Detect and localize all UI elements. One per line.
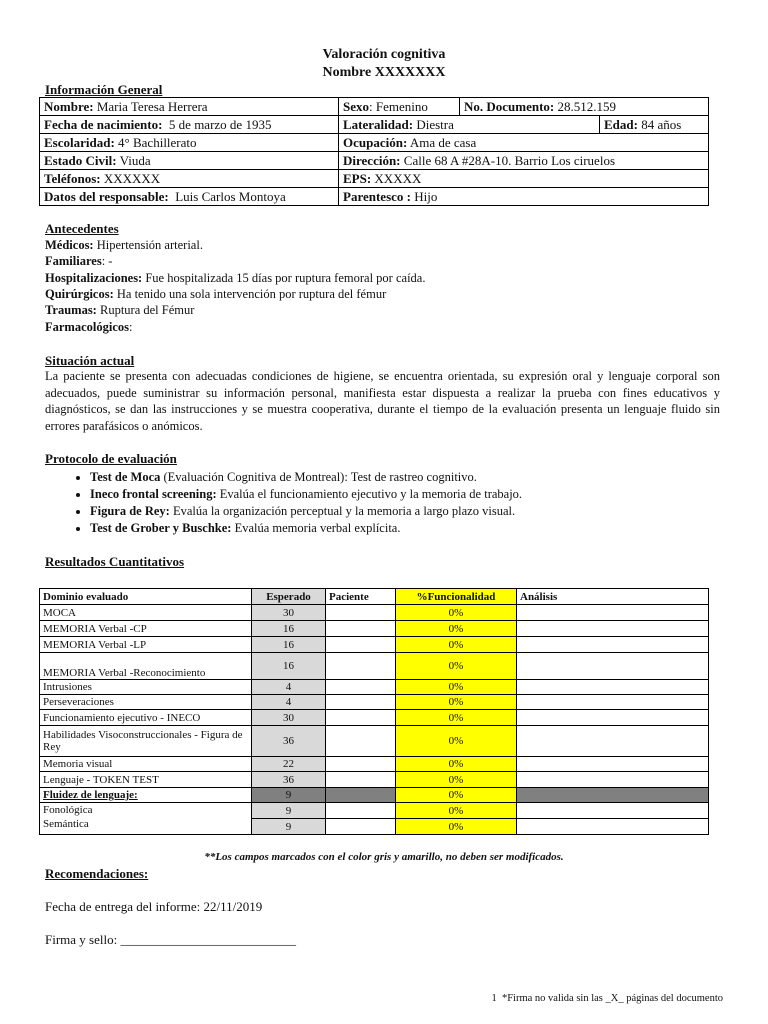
situacion-text: La paciente se presenta con adecuadas condiciones de higiene, se encuentra orientada, su expresión oral y lenguaje corporal son adecuados, puede suministrar su información personal, manifiesta estar dispuesta a realizar la prueba con fines educativos y diagnósticos, se dan las instrucciones y se muestra cooperativa, durante el tiempo de la evaluación presenta un lenguaje fluido sin errores parafásicos o anómicos. bbox=[45, 369, 720, 433]
esperado-cell: 16 bbox=[252, 653, 326, 680]
funcionalidad-cell: 0% bbox=[396, 680, 517, 695]
domain-cell: Funcionamiento ejecutivo - INECO bbox=[40, 710, 252, 726]
antecedentes-title: Antecedentes bbox=[45, 221, 119, 236]
domain-cell: Fonológica Semántica bbox=[40, 803, 252, 835]
funcionalidad-cell: 0% bbox=[396, 621, 517, 637]
paciente-cell[interactable] bbox=[326, 803, 396, 819]
protocolo-item: • Ineco frontal screening: Evalúa el funcionamiento ejecutivo y la memoria de trabajo. bbox=[90, 486, 522, 503]
funcionalidad-cell: 0% bbox=[396, 653, 517, 680]
info-cell: Ocupación: Ama de casa bbox=[339, 134, 709, 152]
table-row bbox=[40, 637, 709, 653]
analisis-cell[interactable] bbox=[517, 653, 709, 680]
esperado-cell: 36 bbox=[252, 772, 326, 788]
table-row bbox=[40, 710, 709, 726]
esperado-cell: 9 bbox=[252, 819, 326, 835]
resultados-title: Resultados Cuantitativos bbox=[45, 554, 185, 569]
info-row bbox=[40, 134, 709, 152]
info-cell: No. Documento: 28.512.159 bbox=[460, 98, 709, 116]
table-row bbox=[40, 653, 709, 680]
paciente-cell[interactable] bbox=[326, 680, 396, 695]
esperado-cell: 30 bbox=[252, 710, 326, 726]
header-esperado: Esperado bbox=[252, 589, 326, 605]
page-footer bbox=[491, 993, 723, 1004]
domain-cell: MEMORIA Verbal -Reconocimiento bbox=[40, 653, 252, 680]
protocolo-title: Protocolo de evaluación bbox=[45, 451, 177, 466]
info-cell: Dirección: Calle 68 A #28A-10. Barrio Los ciruelos bbox=[339, 152, 709, 170]
info-cell: Edad: 84 años bbox=[600, 116, 709, 134]
results-table bbox=[39, 588, 709, 835]
info-cell: Estado Civil: Viuda bbox=[40, 152, 339, 170]
funcionalidad-cell: 0% bbox=[396, 819, 517, 835]
esperado-cell: 30 bbox=[252, 605, 326, 621]
antecedente-hospitalizaciones: Hospitalizaciones: Fue hospitalizada 15 días por ruptura femoral por caída. bbox=[45, 271, 426, 285]
domain-cell: Lenguaje - TOKEN TEST bbox=[40, 772, 252, 788]
antecedente-farmacologicos: Farmacológicos: bbox=[45, 320, 133, 334]
domain-cell: MEMORIA Verbal -CP bbox=[40, 621, 252, 637]
protocolo-list bbox=[45, 469, 522, 537]
table-row bbox=[40, 803, 709, 819]
funcionalidad-cell: 0% bbox=[396, 710, 517, 726]
esperado-cell: 16 bbox=[252, 621, 326, 637]
header-paciente: Paciente bbox=[326, 589, 396, 605]
info-section-title: Información General bbox=[45, 82, 163, 97]
paciente-cell[interactable] bbox=[326, 757, 396, 772]
document-title: Valoración cognitiva bbox=[322, 47, 446, 62]
info-cell: EPS: XXXXX bbox=[339, 170, 709, 188]
funcionalidad-cell: 0% bbox=[396, 695, 517, 710]
analisis-cell[interactable] bbox=[517, 605, 709, 621]
protocolo-item: • Test de Moca (Evaluación Cognitiva de Montreal): Test de rastreo cognitivo. bbox=[90, 469, 522, 486]
esperado-cell: 4 bbox=[252, 680, 326, 695]
info-cell: Datos del responsable: Luis Carlos Montoya bbox=[40, 188, 339, 206]
esperado-cell: 9 bbox=[252, 803, 326, 819]
info-row bbox=[40, 170, 709, 188]
domain-cell: Perseveraciones bbox=[40, 695, 252, 710]
paciente-cell[interactable] bbox=[326, 621, 396, 637]
analisis-cell[interactable] bbox=[517, 637, 709, 653]
header-funcionalidad: %Funcionalidad bbox=[396, 589, 517, 605]
analisis-cell[interactable] bbox=[517, 819, 709, 835]
table-row bbox=[40, 621, 709, 637]
paciente-cell bbox=[326, 788, 396, 803]
analisis-cell[interactable] bbox=[517, 803, 709, 819]
info-row bbox=[40, 98, 709, 116]
esperado-cell: 22 bbox=[252, 757, 326, 772]
analisis-cell[interactable] bbox=[517, 621, 709, 637]
analisis-cell[interactable] bbox=[517, 695, 709, 710]
funcionalidad-cell: 0% bbox=[396, 757, 517, 772]
analisis-cell[interactable] bbox=[517, 772, 709, 788]
table-row bbox=[40, 680, 709, 695]
table-row bbox=[40, 757, 709, 772]
domain-cell: MOCA bbox=[40, 605, 252, 621]
funcionalidad-cell: 0% bbox=[396, 772, 517, 788]
esperado-cell: 9 bbox=[252, 788, 326, 803]
paciente-cell[interactable] bbox=[326, 695, 396, 710]
firma-sello: Firma y sello: ___________________________ bbox=[45, 932, 296, 947]
info-row bbox=[40, 152, 709, 170]
esperado-cell: 4 bbox=[252, 695, 326, 710]
page-number: 1 bbox=[491, 993, 497, 1004]
esperado-cell: 16 bbox=[252, 637, 326, 653]
antecedente-quirurgicos: Quirúrgicos: Ha tenido una sola intervención por ruptura del fémur bbox=[45, 287, 387, 301]
paciente-cell[interactable] bbox=[326, 605, 396, 621]
esperado-cell: 36 bbox=[252, 726, 326, 757]
analisis-cell[interactable] bbox=[517, 710, 709, 726]
results-header-row bbox=[40, 589, 709, 605]
info-cell: Parentesco : Hijo bbox=[339, 188, 709, 206]
table-row bbox=[40, 605, 709, 621]
paciente-cell[interactable] bbox=[326, 710, 396, 726]
info-row bbox=[40, 116, 709, 134]
table-note: **Los campos marcados con el color gris y amarillo, no deben ser modificados. bbox=[204, 851, 564, 863]
paciente-cell[interactable] bbox=[326, 653, 396, 680]
domain-cell: Habilidades Visoconstruccionales - Figura de Rey bbox=[40, 726, 252, 757]
info-cell: Sexo: Femenino bbox=[339, 98, 460, 116]
paciente-cell[interactable] bbox=[326, 772, 396, 788]
domain-cell: Memoria visual bbox=[40, 757, 252, 772]
header-analisis: Análisis bbox=[517, 589, 709, 605]
fecha-entrega: Fecha de entrega del informe: 22/11/2019 bbox=[45, 899, 263, 914]
table-row-fluidez bbox=[40, 788, 709, 803]
funcionalidad-cell: 0% bbox=[396, 803, 517, 819]
info-cell: Teléfonos: XXXXXX bbox=[40, 170, 339, 188]
info-cell: Nombre: Maria Teresa Herrera bbox=[40, 98, 339, 116]
domain-cell: Fluidez de lenguaje: bbox=[40, 788, 252, 803]
protocolo-item: • Figura de Rey: Evalúa la organización perceptual y la memoria a largo plazo visual. bbox=[90, 503, 522, 520]
table-row bbox=[40, 695, 709, 710]
paciente-cell[interactable] bbox=[326, 819, 396, 835]
analisis-cell[interactable] bbox=[517, 680, 709, 695]
paciente-cell[interactable] bbox=[326, 726, 396, 757]
recomendaciones-title: Recomendaciones: bbox=[45, 866, 149, 881]
header-dominio: Dominio evaluado bbox=[40, 589, 252, 605]
funcionalidad-cell: 0% bbox=[396, 788, 517, 803]
domain-cell: MEMORIA Verbal -LP bbox=[40, 637, 252, 653]
analisis-cell[interactable] bbox=[517, 757, 709, 772]
footer-text: *Firma no valida sin las _X_ páginas del documento bbox=[501, 993, 723, 1004]
funcionalidad-cell: 0% bbox=[396, 637, 517, 653]
analisis-cell bbox=[517, 788, 709, 803]
funcionalidad-cell: 0% bbox=[396, 726, 517, 757]
antecedente-medicos: Médicos: Hipertensión arterial. bbox=[45, 238, 203, 252]
protocolo-item: • Test de Grober y Buschke: Evalúa memoria verbal explícita. bbox=[90, 520, 522, 537]
antecedente-traumas: Traumas: Ruptura del Fémur bbox=[45, 303, 195, 317]
info-cell: Escolaridad: 4° Bachillerato bbox=[40, 134, 339, 152]
paciente-cell[interactable] bbox=[326, 637, 396, 653]
table-row bbox=[40, 772, 709, 788]
info-table bbox=[39, 97, 709, 206]
table-row bbox=[40, 726, 709, 757]
info-row bbox=[40, 188, 709, 206]
funcionalidad-cell: 0% bbox=[396, 605, 517, 621]
info-cell: Fecha de nacimiento: 5 de marzo de 1935 bbox=[40, 116, 339, 134]
situacion-title: Situación actual bbox=[45, 353, 135, 368]
domain-cell: Intrusiones bbox=[40, 680, 252, 695]
document-subtitle: Nombre XXXXXXX bbox=[322, 65, 446, 80]
info-cell: Lateralidad: Diestra bbox=[339, 116, 600, 134]
analisis-cell[interactable] bbox=[517, 726, 709, 757]
antecedente-familiares: Familiares: - bbox=[45, 254, 113, 268]
